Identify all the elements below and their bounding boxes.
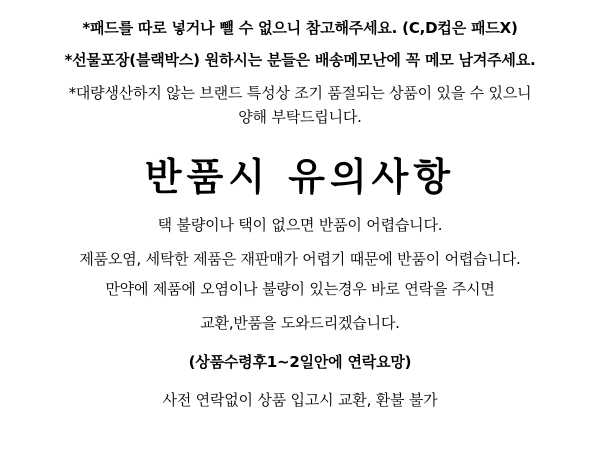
- page-title: 반품시 유의사항: [144, 155, 456, 199]
- notice-section: [0, 0, 600, 127]
- return-line-5: (상품수령후1~2일안에 연락요망): [188, 352, 412, 371]
- return-line-2: 제품오염, 세탁한 제품은 재판매가 어렵기 때문에 반품이 어렵습니다.: [79, 249, 521, 268]
- return-line-3: 만약에 제품에 오염이나 불량이 있는경우 바로 연락을 주시면: [105, 280, 495, 299]
- notice-line-4: 양해 부탁드립니다.: [238, 107, 362, 126]
- return-policy-section: [0, 215, 600, 411]
- notice-line-2: *선물포장(블랙박스) 원하시는 분들은 배송메모난에 꼭 메모 남겨주세요.: [64, 51, 536, 70]
- return-line-6: 사전 연락없이 상품 입고시 교환, 환불 불가: [162, 390, 438, 409]
- return-line-4: 교환,반품을 도와드리겠습니다.: [200, 314, 400, 333]
- notice-line-3: *대량생산하지 않는 브랜드 특성상 조기 품절되는 상품이 있을 수 있으니: [68, 83, 532, 102]
- return-line-1: 택 불량이나 택이 없으면 반품이 어렵습니다.: [157, 215, 443, 234]
- notice-line-1: *패드를 따로 넣거나 뺄 수 없으니 참고해주세요. (C,D컵은 패드X): [82, 19, 518, 37]
